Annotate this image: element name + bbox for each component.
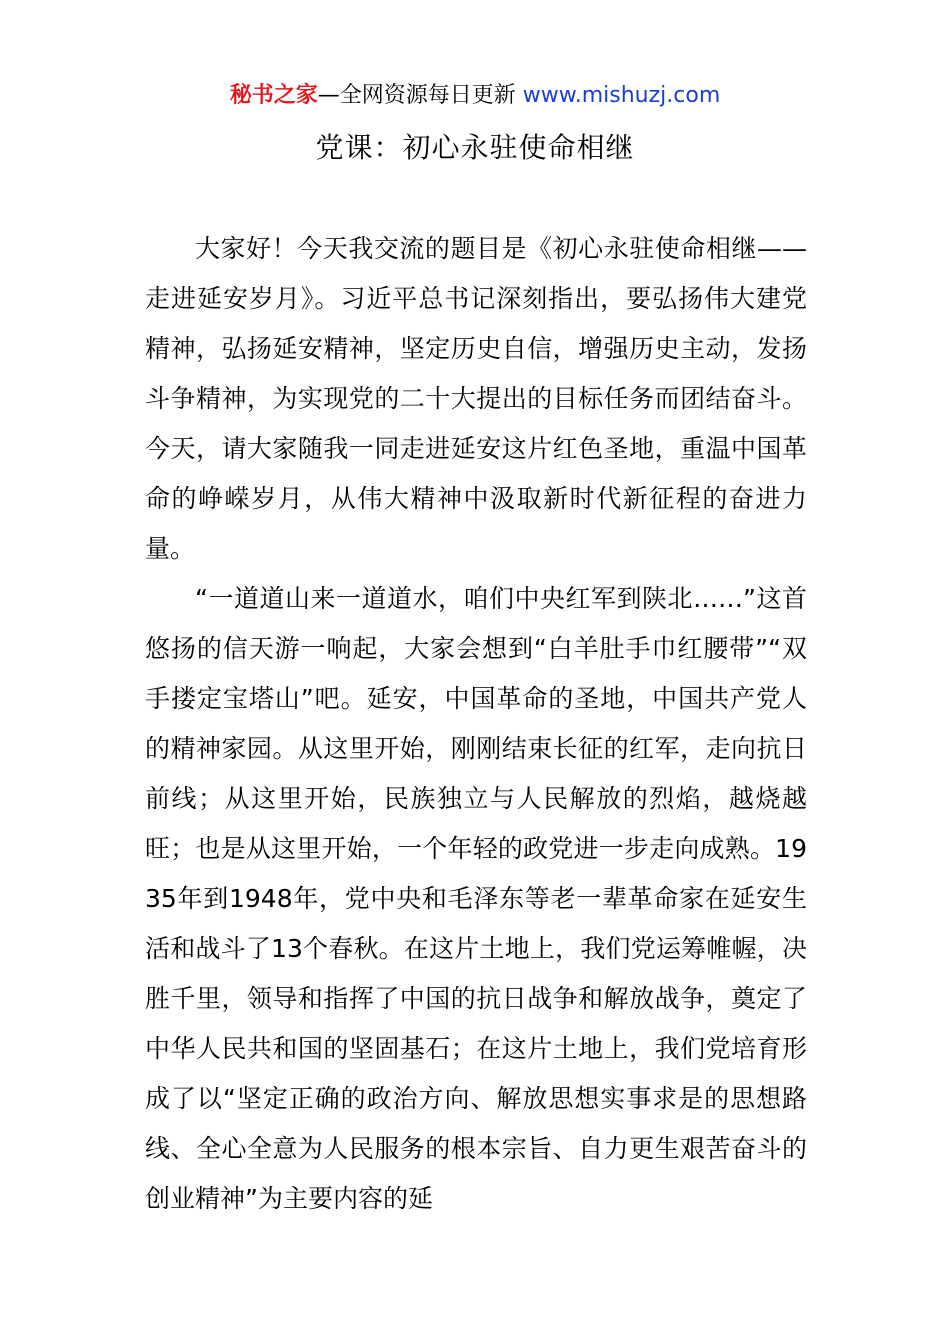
paragraph-2: “一道道山来一道道水，咱们中央红军到陕北……”这首悠扬的信天游一响起，大家会想到“白羊肚手巾红腰带”“双手搂定宝塔山”吧。延安，中国革命的圣地，中国共产党人的精神家园。从这里开始，刚刚结束长征的红军，走向抗日前线；从这里开始，民族独立与人民解放的烈焰，越烧越旺；也是从这里开始，一个年轻的政党进一步走向成熟。1935年到1948年，党中央和毛泽东等老一辈革命家在延安生活和战斗了13个春秋。在这片土地上，我们党运筹帷幄，决胜千里，领导和指挥了中国的抗日战争和解放战争，奠定了中华人民共和国的坚固基石；在这片土地上，我们党培育形成了以“坚定正确的政治方向、解放思想实事求是的思想路线、全心全意为人民服务的根本宗旨、自力更生艰苦奋斗的创业精神”为主要内容的延 [145, 584, 807, 1213]
site-url-link[interactable]: www.mishuzj.com [522, 83, 721, 108]
site-header [0, 80, 950, 112]
header-tagline: —全网资源每日更新 [317, 83, 523, 108]
brand-name: 秘书之家 [229, 83, 318, 108]
document-body [145, 224, 807, 1224]
document-title: 党课：初心永驻使命相继 [315, 131, 635, 164]
paragraph-1: 大家好！今天我交流的题目是《初心永驻使命相继——走进延安岁月》。习近平总书记深刻指出，要弘扬伟大建党精神，弘扬延安精神，坚定历史自信，增强历史主动，发扬斗争精神，为实现党的二十大提出的目标任务而团结奋斗。今天，请大家随我一同走进延安这片红色圣地，重温中国革命的峥嵘岁月，从伟大精神中汲取新时代新征程的奋进力量。 [145, 234, 807, 563]
